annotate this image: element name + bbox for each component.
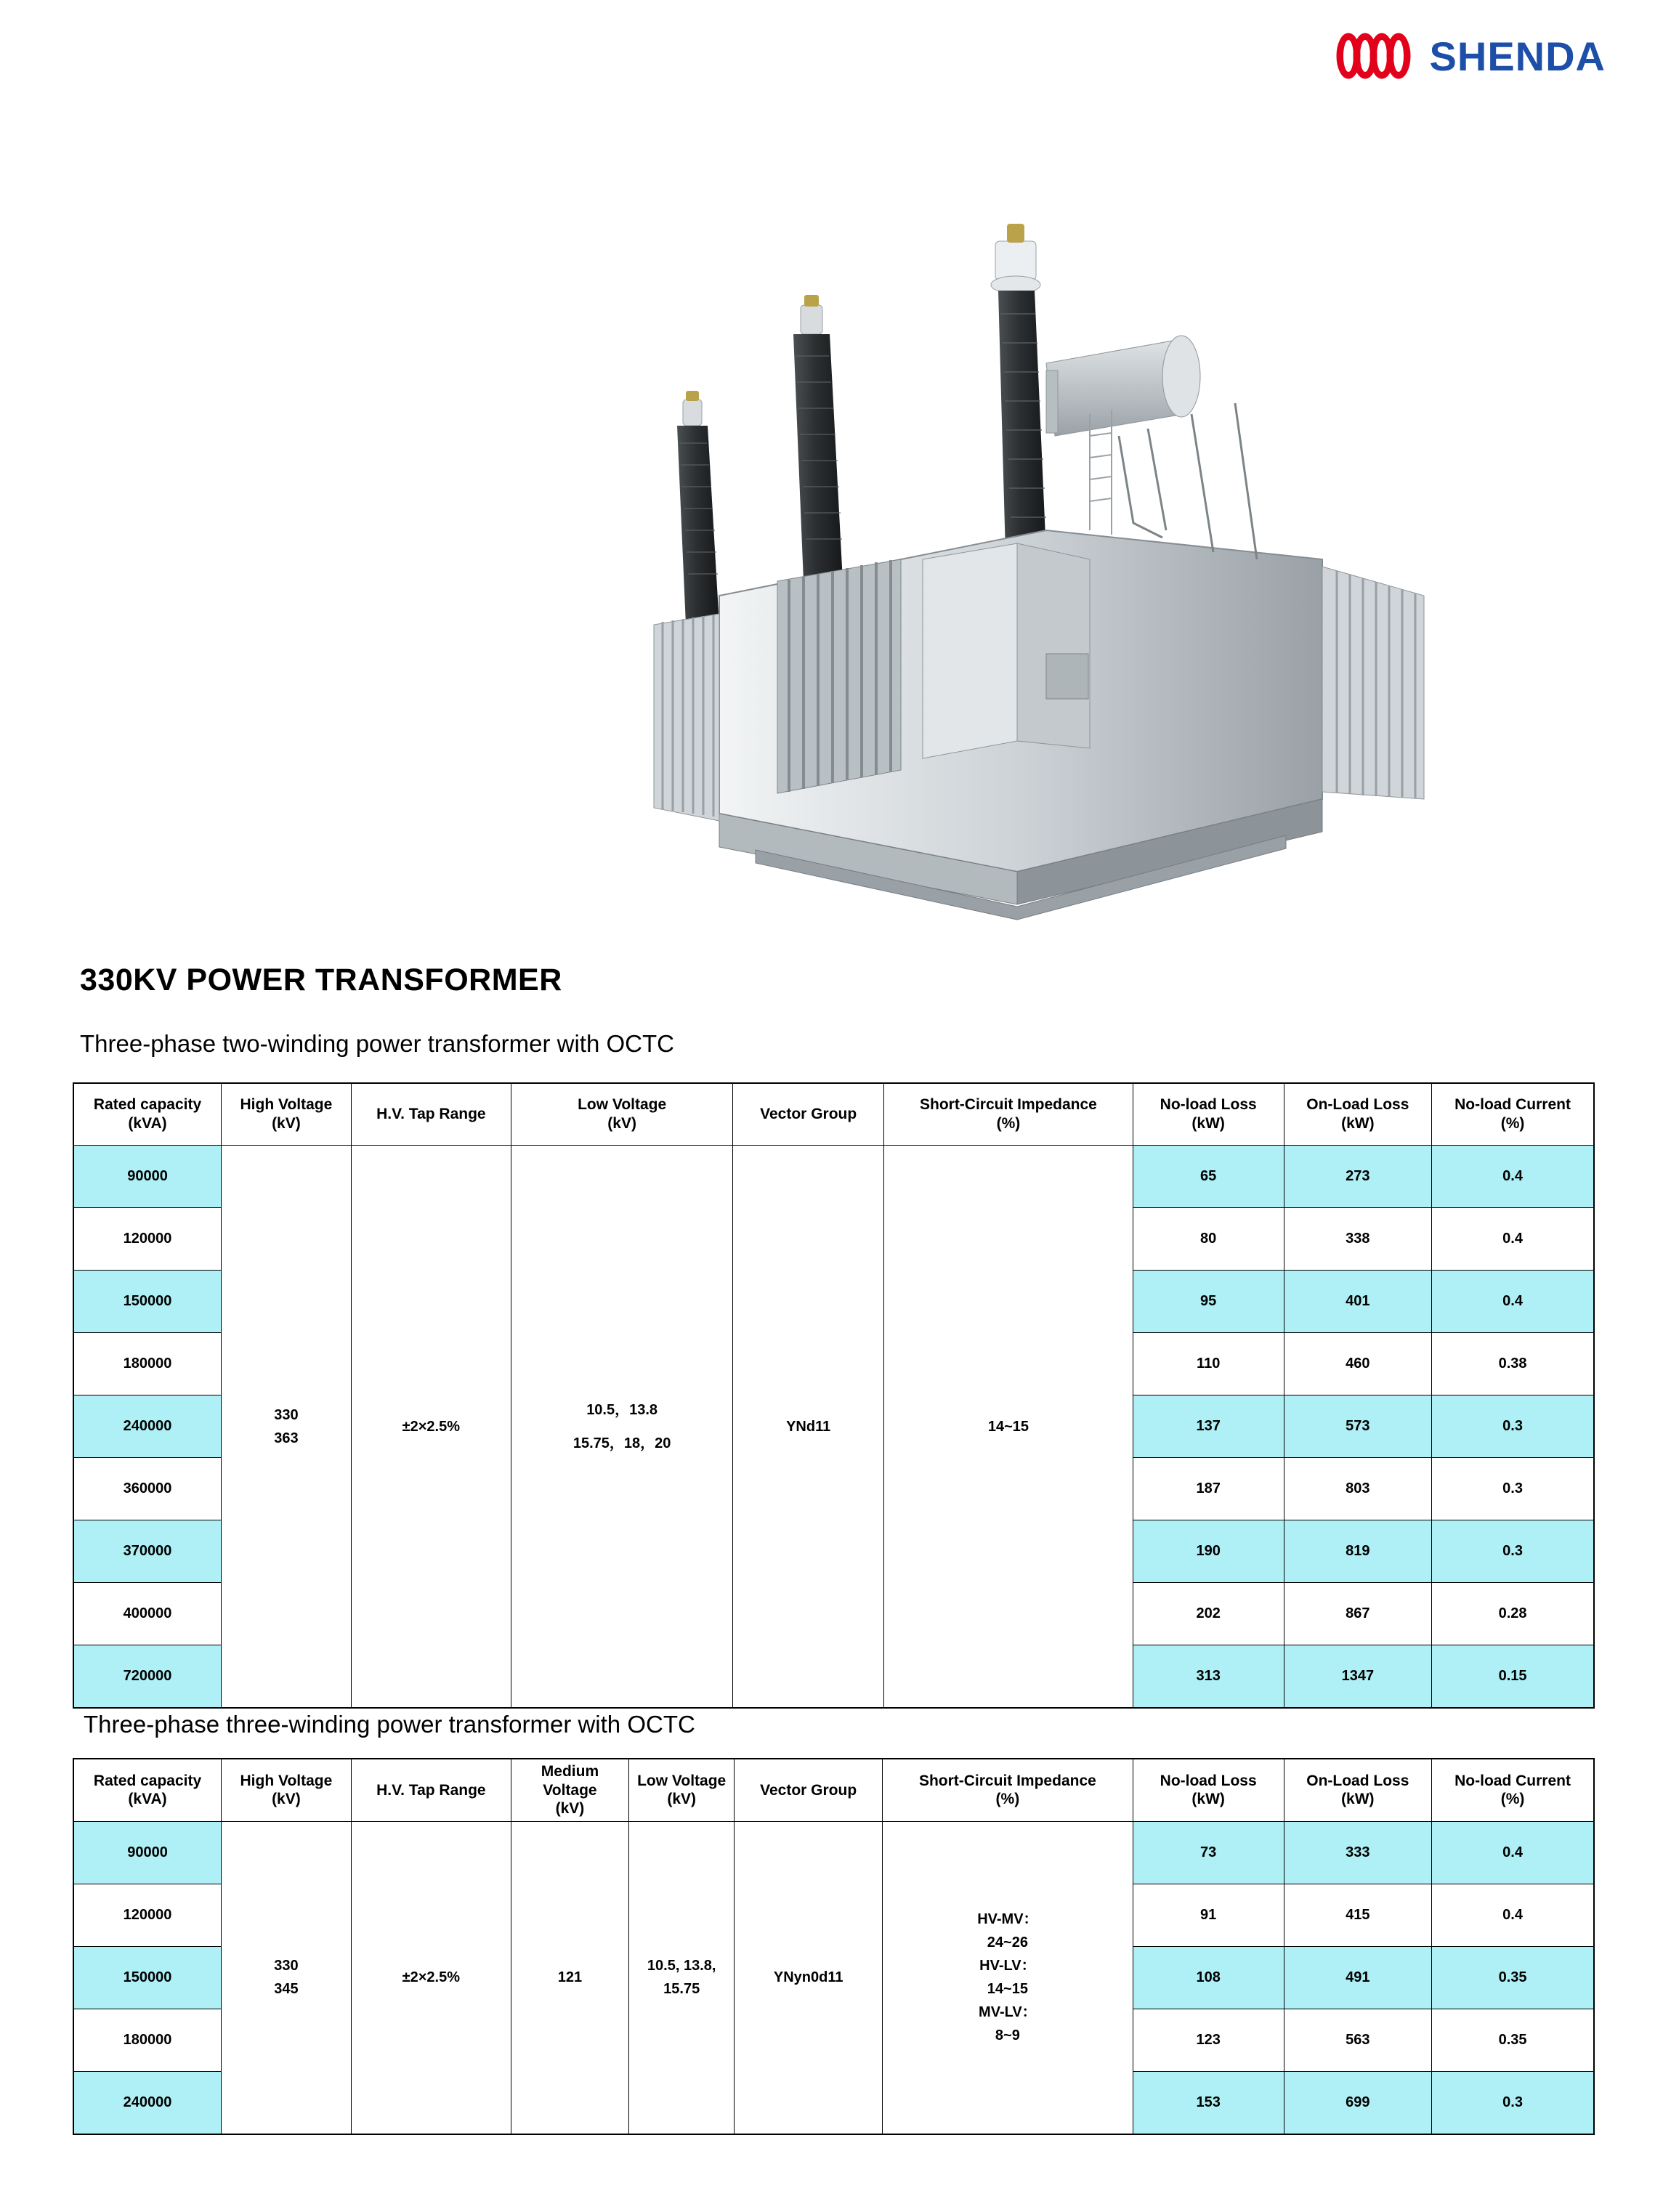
header-rated-capacity-unit: (kVA) [128, 1115, 167, 1132]
cell-impedance: HV-MV： 24~26 HV-LV： 14~15 MV-LV： 8~9 [882, 1821, 1133, 2134]
cell-no-load-current: 0.35 [1432, 2009, 1594, 2071]
header-impedance [884, 1083, 1133, 1146]
header-high-voltage-label: High Voltage [240, 1772, 333, 1789]
cell-no-load-loss: 153 [1133, 2071, 1284, 2134]
header-rated-capacity-label: Rated capacity [93, 1772, 202, 1789]
page-title: 330KV POWER TRANSFORMER [80, 963, 562, 997]
cell-no-load-loss: 80 [1133, 1208, 1284, 1271]
header-no-load-loss-label: No-load Loss [1160, 1096, 1257, 1114]
header-no-load-loss-label: No-load Loss [1160, 1772, 1257, 1789]
header-on-load-loss [1284, 1759, 1432, 1821]
header-no-load-current-unit: (%) [1500, 1115, 1525, 1132]
cell-rated-capacity: 120000 [73, 1208, 222, 1271]
cell-on-load-loss: 491 [1284, 1946, 1432, 2009]
cell-on-load-loss: 460 [1284, 1333, 1432, 1395]
header-vector-group: Vector Group [733, 1083, 884, 1146]
cell-no-load-current: 0.3 [1432, 1395, 1594, 1458]
cell-on-load-loss: 699 [1284, 2071, 1432, 2134]
header-low-voltage-unit: (kV) [667, 1791, 697, 1808]
cell-no-load-current: 0.4 [1432, 1884, 1594, 1946]
table-row [73, 1146, 1594, 1208]
cell-no-load-loss: 108 [1133, 1946, 1284, 2009]
cell-no-load-loss: 313 [1133, 1645, 1284, 1709]
cell-on-load-loss: 819 [1284, 1520, 1432, 1583]
header-rated-capacity [73, 1083, 222, 1146]
cell-on-load-loss: 273 [1284, 1146, 1432, 1208]
header-high-voltage [222, 1759, 352, 1821]
cell-rated-capacity: 90000 [73, 1821, 222, 1884]
cell-medium-voltage: 121 [511, 1821, 628, 2134]
cell-on-load-loss: 1347 [1284, 1645, 1432, 1709]
header-low-voltage-label: Low Voltage [578, 1096, 667, 1114]
header-rated-capacity [73, 1759, 222, 1821]
cell-no-load-loss: 190 [1133, 1520, 1284, 1583]
cell-no-load-current: 0.28 [1432, 1583, 1594, 1645]
cell-no-load-loss: 95 [1133, 1271, 1284, 1333]
cell-no-load-loss: 110 [1133, 1333, 1284, 1395]
cell-no-load-current: 0.4 [1432, 1146, 1594, 1208]
cell-rated-capacity: 240000 [73, 2071, 222, 2134]
header-rated-capacity-unit: (kVA) [128, 1791, 167, 1808]
cell-no-load-loss: 123 [1133, 2009, 1284, 2071]
cell-no-load-current: 0.3 [1432, 2071, 1594, 2134]
header-low-voltage [511, 1083, 732, 1146]
header-medium-voltage-label: Medium Voltage [541, 1763, 599, 1799]
cell-no-load-current: 0.4 [1432, 1821, 1594, 1884]
header-no-load-current-unit: (%) [1500, 1791, 1525, 1808]
cell-rated-capacity: 400000 [73, 1583, 222, 1645]
table-row [73, 1821, 1594, 1884]
cell-no-load-current: 0.38 [1432, 1333, 1594, 1395]
header-no-load-current [1432, 1083, 1594, 1146]
header-high-voltage-unit: (kV) [272, 1791, 301, 1808]
header-on-load-loss-unit: (kW) [1341, 1791, 1375, 1808]
header-high-voltage-unit: (kV) [272, 1115, 301, 1132]
cell-low-voltage: 10.5, 13.8, 15.75 [628, 1821, 734, 2134]
header-low-voltage-label: Low Voltage [637, 1772, 727, 1789]
header-on-load-loss-unit: (kW) [1341, 1115, 1375, 1132]
header-on-load-loss-label: On-Load Loss [1306, 1772, 1409, 1789]
cell-rated-capacity: 720000 [73, 1645, 222, 1709]
header-low-voltage [628, 1759, 734, 1821]
header-vector-group: Vector Group [735, 1759, 883, 1821]
cell-rated-capacity: 180000 [73, 1333, 222, 1395]
section-1-subtitle: Three-phase two-winding power transformer with OCTC [80, 1030, 674, 1057]
three-winding-spec-table [73, 1758, 1595, 2135]
cell-rated-capacity: 150000 [73, 1946, 222, 2009]
two-winding-spec-table-wrapper [73, 1082, 1595, 1709]
table-header-row [73, 1083, 1594, 1146]
cell-impedance: 14~15 [884, 1146, 1133, 1709]
cell-rated-capacity: 360000 [73, 1458, 222, 1520]
cell-no-load-current: 0.15 [1432, 1645, 1594, 1709]
header-no-load-loss-unit: (kW) [1191, 1115, 1225, 1132]
two-winding-spec-table [73, 1082, 1595, 1709]
header-no-load-current-label: No-load Current [1454, 1096, 1571, 1114]
shenda-rings-logo-icon [1332, 29, 1414, 83]
header-no-load-loss-unit: (kW) [1191, 1791, 1225, 1808]
cell-high-voltage: 330 345 [222, 1821, 352, 2134]
cell-no-load-loss: 202 [1133, 1583, 1284, 1645]
cell-no-load-current: 0.4 [1432, 1208, 1594, 1271]
cell-on-load-loss: 803 [1284, 1458, 1432, 1520]
header-medium-voltage-unit: (kV) [555, 1800, 585, 1818]
three-winding-spec-table-wrapper [73, 1758, 1595, 2135]
header-high-voltage [222, 1083, 352, 1146]
cell-no-load-loss: 65 [1133, 1146, 1284, 1208]
power-transformer-photo [610, 218, 1526, 988]
header-impedance-unit: (%) [996, 1115, 1021, 1132]
cell-no-load-current: 0.3 [1432, 1458, 1594, 1520]
table-header-row [73, 1759, 1594, 1821]
cell-no-load-loss: 187 [1133, 1458, 1284, 1520]
header-impedance-label: Short-Circuit Impedance [918, 1772, 1096, 1789]
header-no-load-loss [1133, 1759, 1284, 1821]
section-2-subtitle: Three-phase three-winding power transformer with OCTC [84, 1711, 695, 1738]
header-no-load-current-label: No-load Current [1454, 1772, 1571, 1789]
header-hv-tap-range: H.V. Tap Range [351, 1083, 511, 1146]
header-impedance [882, 1759, 1133, 1821]
cell-on-load-loss: 573 [1284, 1395, 1432, 1458]
cell-rated-capacity: 180000 [73, 2009, 222, 2071]
cell-low-voltage: 10.5，13.8 15.75，18，20 [511, 1146, 732, 1709]
cell-rated-capacity: 240000 [73, 1395, 222, 1458]
cell-hv-tap-range: ±2×2.5% [351, 1821, 511, 2134]
cell-rated-capacity: 150000 [73, 1271, 222, 1333]
brand-name: SHENDA [1429, 33, 1606, 79]
cell-hv-tap-range: ±2×2.5% [351, 1146, 511, 1709]
cell-no-load-loss: 91 [1133, 1884, 1284, 1946]
cell-vector-group: YNd11 [733, 1146, 884, 1709]
cell-high-voltage: 330 363 [222, 1146, 352, 1709]
header-impedance-unit: (%) [995, 1791, 1020, 1808]
header-impedance-label: Short-Circuit Impedance [919, 1096, 1097, 1114]
cell-on-load-loss: 867 [1284, 1583, 1432, 1645]
cell-no-load-loss: 73 [1133, 1821, 1284, 1884]
cell-on-load-loss: 333 [1284, 1821, 1432, 1884]
cell-on-load-loss: 415 [1284, 1884, 1432, 1946]
cell-no-load-loss: 137 [1133, 1395, 1284, 1458]
header-medium-voltage [511, 1759, 628, 1821]
header-rated-capacity-label: Rated capacity [93, 1096, 202, 1114]
header-on-load-loss-label: On-Load Loss [1306, 1096, 1409, 1114]
cell-no-load-current: 0.4 [1432, 1271, 1594, 1333]
header-hv-tap-range: H.V. Tap Range [351, 1759, 511, 1821]
header-high-voltage-label: High Voltage [240, 1096, 333, 1114]
cell-on-load-loss: 401 [1284, 1271, 1432, 1333]
cell-no-load-current: 0.3 [1432, 1520, 1594, 1583]
cell-no-load-current: 0.35 [1432, 1946, 1594, 2009]
brand-logo [1332, 29, 1606, 83]
cell-on-load-loss: 563 [1284, 2009, 1432, 2071]
cell-vector-group: YNyn0d11 [735, 1821, 883, 2134]
cell-rated-capacity: 370000 [73, 1520, 222, 1583]
cell-rated-capacity: 120000 [73, 1884, 222, 1946]
header-no-load-current [1432, 1759, 1594, 1821]
cell-rated-capacity: 90000 [73, 1146, 222, 1208]
header-low-voltage-unit: (kV) [607, 1115, 636, 1132]
header-no-load-loss [1133, 1083, 1284, 1146]
header-on-load-loss [1284, 1083, 1432, 1146]
cell-on-load-loss: 338 [1284, 1208, 1432, 1271]
